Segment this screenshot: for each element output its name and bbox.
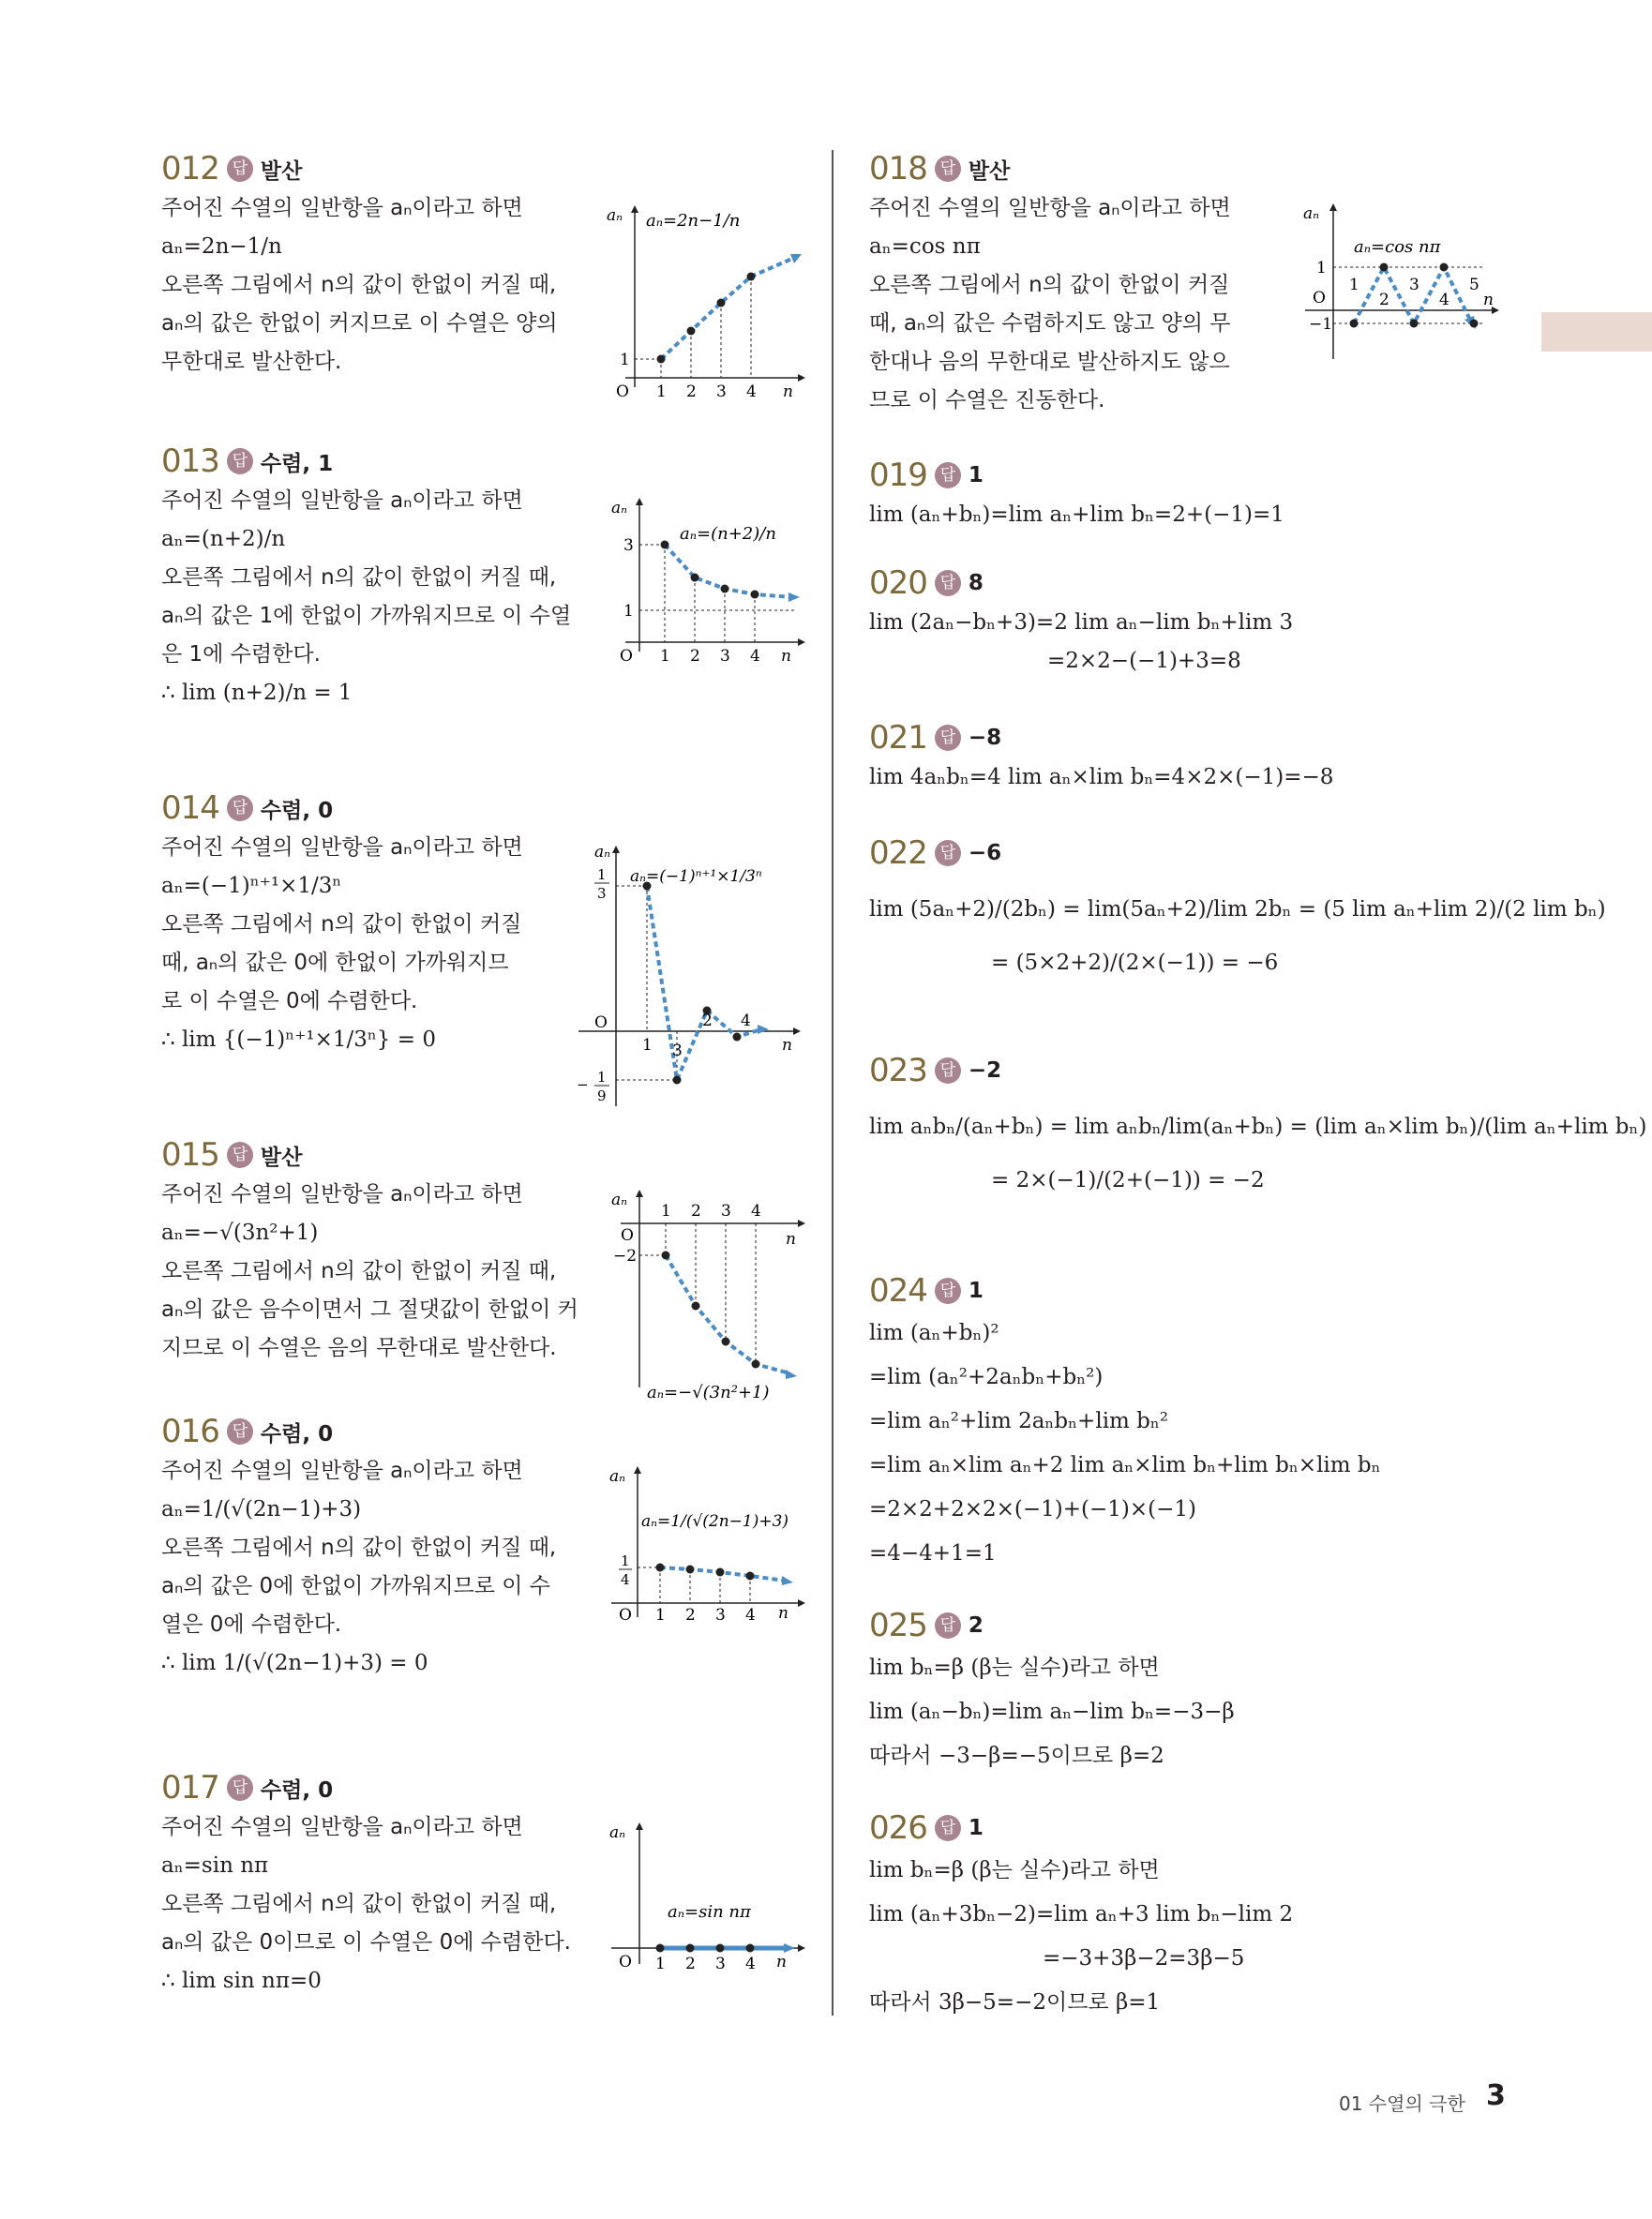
- text-line: aₙ의 값은 1에 한없이 가까워지므로 이 수열: [161, 604, 572, 628]
- text-line: 주어진 수열의 일반항을 aₙ이라고 하면: [161, 488, 523, 513]
- svg-text:1: 1: [660, 647, 670, 661]
- answer-badge: 답: [935, 725, 961, 751]
- formula: 따라서 −3−β=−5이므로 β=2: [869, 1744, 1164, 1768]
- text-line: 주어진 수열의 일반항을 aₙ이라고 하면: [161, 835, 523, 860]
- formula: =lim aₙ²+lim 2aₙbₙ+lim bₙ²: [869, 1409, 1169, 1433]
- problem-016: [161, 1411, 818, 1683]
- text-line: 무한대로 발산한다.: [161, 350, 342, 374]
- text-line: aₙ의 값은 한없이 커지므로 이 수열은 양의: [161, 311, 558, 336]
- svg-text:aₙ: aₙ: [611, 499, 628, 517]
- problem-number: 021: [869, 719, 927, 757]
- answer: 2: [968, 1613, 984, 1638]
- problem-012: [161, 148, 818, 397]
- text-line: 오른쪽 그림에서 n의 값이 한없이 커질: [869, 273, 1230, 297]
- answer: 발산: [260, 1145, 303, 1170]
- svg-text:9: 9: [597, 1087, 607, 1104]
- svg-text:n: n: [778, 1604, 788, 1623]
- svg-text:1: 1: [597, 1069, 607, 1086]
- svg-text:2: 2: [691, 1202, 701, 1221]
- svg-text:O: O: [619, 1953, 632, 1972]
- answer: 1: [968, 463, 984, 487]
- svg-text:O: O: [619, 1606, 632, 1625]
- text-line: 오른쪽 그림에서 n의 값이 한없이 커질 때,: [161, 1892, 557, 1916]
- formula: =lim (aₙ²+2aₙbₙ+bₙ²): [869, 1365, 1104, 1389]
- svg-text:O: O: [621, 1226, 634, 1245]
- answer: 1: [968, 1816, 984, 1840]
- problem-026: [869, 1807, 1525, 2025]
- answer-badge: 답: [935, 462, 961, 488]
- formula: lim (aₙ+bₙ)²: [869, 1321, 999, 1345]
- problem-number: 013: [161, 442, 219, 480]
- svg-text:1: 1: [620, 351, 630, 369]
- answer-badge: 답: [227, 1142, 253, 1168]
- svg-text:aₙ: aₙ: [611, 1191, 628, 1209]
- answer-badge: 답: [227, 156, 253, 182]
- problem-number: 020: [869, 564, 927, 602]
- text-line: 한대나 음의 무한대로 발산하지도 않으: [869, 350, 1230, 374]
- svg-text:−: −: [577, 1076, 589, 1093]
- problem-number: 014: [161, 789, 219, 827]
- text-line: 주어진 수열의 일반항을 aₙ이라고 하면: [161, 1182, 523, 1207]
- answer: 수렴, 0: [260, 798, 334, 823]
- graph-014: [574, 844, 808, 1116]
- problem-number: 017: [161, 1769, 219, 1807]
- answer: 발산: [968, 158, 1011, 184]
- graph-017: [602, 1819, 813, 1978]
- text-line: aₙ의 값은 음수이면서 그 절댓값이 한없이 커: [161, 1297, 578, 1322]
- formula: ∴ lim 1/(√(2n−1)+3) = 0: [161, 1651, 428, 1675]
- problem-number: 023: [869, 1052, 927, 1089]
- text-line: 오른쪽 그림에서 n의 값이 한없이 커질: [161, 912, 522, 937]
- svg-text:4: 4: [621, 1571, 630, 1588]
- svg-text:4: 4: [750, 647, 760, 661]
- svg-text:4: 4: [745, 1955, 756, 1973]
- svg-text:4: 4: [741, 1012, 751, 1030]
- formula: lim 4aₙbₙ=4 lim aₙ×lim bₙ=4×2×(−1)=−8: [869, 765, 1334, 789]
- formula: ∴ lim {(−1)ⁿ⁺¹×1/3ⁿ} = 0: [161, 1027, 436, 1052]
- svg-text:3: 3: [721, 1202, 731, 1221]
- svg-text:1: 1: [1349, 276, 1359, 294]
- text-line: 오른쪽 그림에서 n의 값이 한없이 커질 때,: [161, 1259, 557, 1283]
- formula: lim bₙ=β (β는 실수)라고 하면: [869, 1858, 1160, 1882]
- answer-badge: 답: [227, 448, 253, 474]
- svg-text:−2: −2: [613, 1247, 638, 1266]
- graph-013: [607, 492, 813, 661]
- svg-text:n: n: [1483, 291, 1494, 309]
- text-line: 주어진 수열의 일반항을 aₙ이라고 하면: [161, 196, 523, 220]
- text-line: 지므로 이 수열은 음의 무한대로 발산한다.: [161, 1336, 557, 1360]
- svg-text:1: 1: [655, 1955, 666, 1973]
- text-line: 때, aₙ의 값은 수렴하지도 않고 양의 무: [869, 311, 1231, 336]
- svg-text:3: 3: [672, 1042, 683, 1060]
- formula: aₙ=(n+2)/n: [161, 527, 286, 551]
- svg-text:2: 2: [690, 647, 700, 661]
- svg-text:n: n: [782, 1036, 792, 1055]
- formula: =2×2+2×2×(−1)+(−1)×(−1): [869, 1497, 1196, 1522]
- svg-text:4: 4: [751, 1202, 761, 1221]
- formula: lim bₙ=β (β는 실수)라고 하면: [869, 1656, 1160, 1680]
- answer-badge: 답: [935, 570, 961, 596]
- problem-number: 015: [161, 1136, 219, 1174]
- formula: aₙ=2n−1/n: [161, 234, 282, 259]
- answer-badge: 답: [935, 1278, 961, 1304]
- problem-number: 024: [869, 1272, 927, 1310]
- column-divider: [832, 150, 834, 2016]
- graph-012: [607, 200, 813, 397]
- text-line: 은 1에 수렴한다.: [161, 642, 321, 667]
- formula: =−3+3β−2=3β−5: [1043, 1946, 1245, 1971]
- svg-text:n: n: [776, 1953, 787, 1972]
- text-line: aₙ의 값은 0이므로 이 수열은 0에 수렴한다.: [161, 1930, 571, 1955]
- problem-018: [869, 148, 1525, 420]
- answer-badge: 답: [227, 795, 253, 821]
- svg-text:2: 2: [702, 1012, 713, 1030]
- problem-019: [869, 455, 1525, 534]
- problem-021: [869, 717, 1525, 797]
- svg-text:−1: −1: [1309, 315, 1333, 334]
- problem-024: [869, 1270, 1525, 1576]
- formula: lim (5aₙ+2)/(2bₙ) = lim(5aₙ+2)/lim 2bₙ = (5 lim aₙ+lim 2)/(2 lim bₙ): [869, 897, 1606, 922]
- svg-text:1: 1: [621, 1552, 630, 1569]
- formula: 따라서 3β−5=−2이므로 β=1: [869, 1990, 1161, 2015]
- svg-text:O: O: [1313, 289, 1326, 307]
- svg-text:O: O: [594, 1013, 608, 1032]
- svg-text:n: n: [781, 647, 791, 661]
- answer-badge: 답: [935, 1815, 961, 1841]
- problem-number: 025: [869, 1607, 927, 1644]
- svg-text:aₙ: aₙ: [607, 206, 623, 225]
- answer-badge: 답: [227, 1775, 253, 1801]
- svg-text:1: 1: [1316, 259, 1327, 277]
- graph-018: [1296, 200, 1507, 364]
- problem-013: [161, 441, 818, 712]
- formula: =4−4+1=1: [869, 1541, 997, 1566]
- answer: 수렴, 0: [260, 1421, 334, 1447]
- formula: aₙ=−√(3n²+1): [161, 1221, 319, 1245]
- graph-label: aₙ=sin nπ: [668, 1902, 751, 1922]
- formula: lim aₙbₙ/(aₙ+bₙ) = lim aₙbₙ/lim(aₙ+bₙ) = (lim aₙ×lim bₙ)/(lim aₙ+lim bₙ): [869, 1115, 1647, 1139]
- text-line: 오른쪽 그림에서 n의 값이 한없이 커질 때,: [161, 565, 557, 590]
- problem-014: [161, 787, 818, 1104]
- svg-text:aₙ: aₙ: [594, 844, 611, 862]
- svg-text:4: 4: [745, 1606, 756, 1625]
- problem-number: 026: [869, 1809, 927, 1847]
- svg-text:2: 2: [685, 1606, 696, 1625]
- formula: aₙ=cos nπ: [869, 234, 981, 259]
- answer-badge: 답: [935, 156, 961, 182]
- svg-text:2: 2: [1379, 291, 1389, 309]
- text-line: 주어진 수열의 일반항을 aₙ이라고 하면: [161, 1815, 523, 1839]
- text-line: 주어진 수열의 일반항을 aₙ이라고 하면: [161, 1459, 523, 1483]
- svg-text:1: 1: [597, 866, 607, 883]
- page-number: 3: [1486, 2079, 1506, 2112]
- answer-badge: 답: [935, 840, 961, 866]
- svg-text:3: 3: [720, 647, 730, 661]
- text-line: 오른쪽 그림에서 n의 값이 한없이 커질 때,: [161, 273, 557, 297]
- chapter-side-tab-number: 01: [1552, 309, 1601, 351]
- problem-020: [869, 562, 1525, 681]
- formula: lim (aₙ−bₙ)=lim aₙ−lim bₙ=−3−β: [869, 1700, 1235, 1724]
- answer: 수렴, 0: [260, 1777, 334, 1803]
- answer: 발산: [260, 158, 303, 184]
- formula: =lim aₙ×lim aₙ+2 lim aₙ×lim bₙ+lim bₙ×lim bₙ: [869, 1453, 1381, 1477]
- text-line: aₙ의 값은 0에 한없이 가까워지므로 이 수: [161, 1574, 551, 1598]
- formula: lim (aₙ+3bₙ−2)=lim aₙ+3 lim bₙ−lim 2: [869, 1902, 1294, 1927]
- svg-text:3: 3: [1409, 276, 1419, 294]
- svg-text:2: 2: [685, 1955, 696, 1973]
- svg-text:O: O: [620, 647, 633, 661]
- formula: ∴ lim (n+2)/n = 1: [161, 681, 353, 705]
- formula: =2×2−(−1)+3=8: [1047, 649, 1241, 673]
- answer-badge: 답: [935, 1612, 961, 1639]
- svg-text:aₙ: aₙ: [609, 1823, 626, 1842]
- formula: = (5×2+2)/(2×(−1)) = −6: [991, 951, 1279, 975]
- svg-text:5: 5: [1469, 276, 1479, 294]
- svg-text:4: 4: [1439, 291, 1449, 309]
- answer-badge: 답: [227, 1418, 253, 1445]
- formula: aₙ=sin nπ: [161, 1853, 269, 1878]
- svg-text:3: 3: [623, 536, 634, 555]
- formula: aₙ=(−1)ⁿ⁺¹×1/3ⁿ: [161, 874, 342, 898]
- svg-text:3: 3: [716, 382, 727, 397]
- text-line: 열은 0에 수렴한다.: [161, 1612, 342, 1637]
- svg-text:n: n: [786, 1230, 796, 1249]
- problem-025: [869, 1605, 1525, 1778]
- text-line: 므로 이 수열은 진동한다.: [869, 388, 1105, 412]
- graph-label: aₙ=−√(3n²+1): [647, 1383, 770, 1402]
- svg-text:1: 1: [623, 602, 634, 621]
- svg-text:3: 3: [715, 1955, 726, 1973]
- graph-label: aₙ=2n−1/n: [646, 211, 741, 231]
- answer-badge: 답: [935, 1057, 961, 1084]
- svg-text:4: 4: [746, 382, 757, 397]
- svg-text:2: 2: [686, 382, 697, 397]
- svg-text:n: n: [783, 382, 793, 397]
- graph-label: aₙ=(−1)ⁿ⁺¹×1/3ⁿ: [630, 867, 762, 886]
- svg-text:aₙ: aₙ: [609, 1467, 626, 1486]
- problem-number: 018: [869, 150, 927, 187]
- answer: −6: [968, 841, 1002, 865]
- problem-017: [161, 1767, 818, 2001]
- formula: lim (aₙ+bₙ)=lim aₙ+lim bₙ=2+(−1)=1: [869, 502, 1284, 527]
- answer: −2: [968, 1058, 1002, 1083]
- answer: 1: [968, 1279, 984, 1303]
- svg-text:1: 1: [661, 1202, 671, 1221]
- formula: lim (2aₙ−bₙ+3)=2 lim aₙ−lim bₙ+lim 3: [869, 610, 1294, 635]
- problem-number: 012: [161, 150, 219, 187]
- svg-text:1: 1: [655, 1606, 666, 1625]
- svg-text:aₙ: aₙ: [1303, 204, 1320, 223]
- problem-number: 022: [869, 834, 927, 872]
- graph-label: aₙ=1/(√(2n−1)+3): [641, 1512, 789, 1531]
- formula: aₙ=1/(√(2n−1)+3): [161, 1497, 362, 1522]
- footer-chapter: 01 수열의 극한: [1339, 2092, 1465, 2115]
- text-line: 때, aₙ의 값은 0에 한없이 가까워지므: [161, 951, 509, 975]
- answer: 8: [968, 571, 984, 595]
- problem-number: 016: [161, 1413, 219, 1450]
- graph-015: [602, 1186, 813, 1402]
- problem-022: [869, 832, 1606, 982]
- text-line: 오른쪽 그림에서 n의 값이 한없이 커질 때,: [161, 1536, 557, 1560]
- svg-text:3: 3: [597, 885, 607, 902]
- text-line: 주어진 수열의 일반항을 aₙ이라고 하면: [869, 196, 1231, 220]
- graph-label: aₙ=(n+2)/n: [680, 524, 776, 544]
- svg-text:1: 1: [656, 382, 667, 397]
- formula: = 2×(−1)/(2+(−1)) = −2: [991, 1168, 1265, 1192]
- formula: ∴ lim sin nπ=0: [161, 1969, 322, 1993]
- answer: −8: [968, 726, 1002, 750]
- text-line: 로 이 수열은 0에 수렴한다.: [161, 989, 418, 1013]
- graph-016: [602, 1462, 813, 1631]
- problem-number: 019: [869, 457, 927, 494]
- graph-label: aₙ=cos nπ: [1354, 237, 1441, 257]
- answer: 수렴, 1: [260, 451, 334, 476]
- svg-text:O: O: [616, 382, 629, 397]
- svg-text:3: 3: [715, 1606, 726, 1625]
- svg-text:1: 1: [642, 1036, 653, 1055]
- problem-015: [161, 1134, 818, 1402]
- problem-023: [869, 1050, 1647, 1200]
